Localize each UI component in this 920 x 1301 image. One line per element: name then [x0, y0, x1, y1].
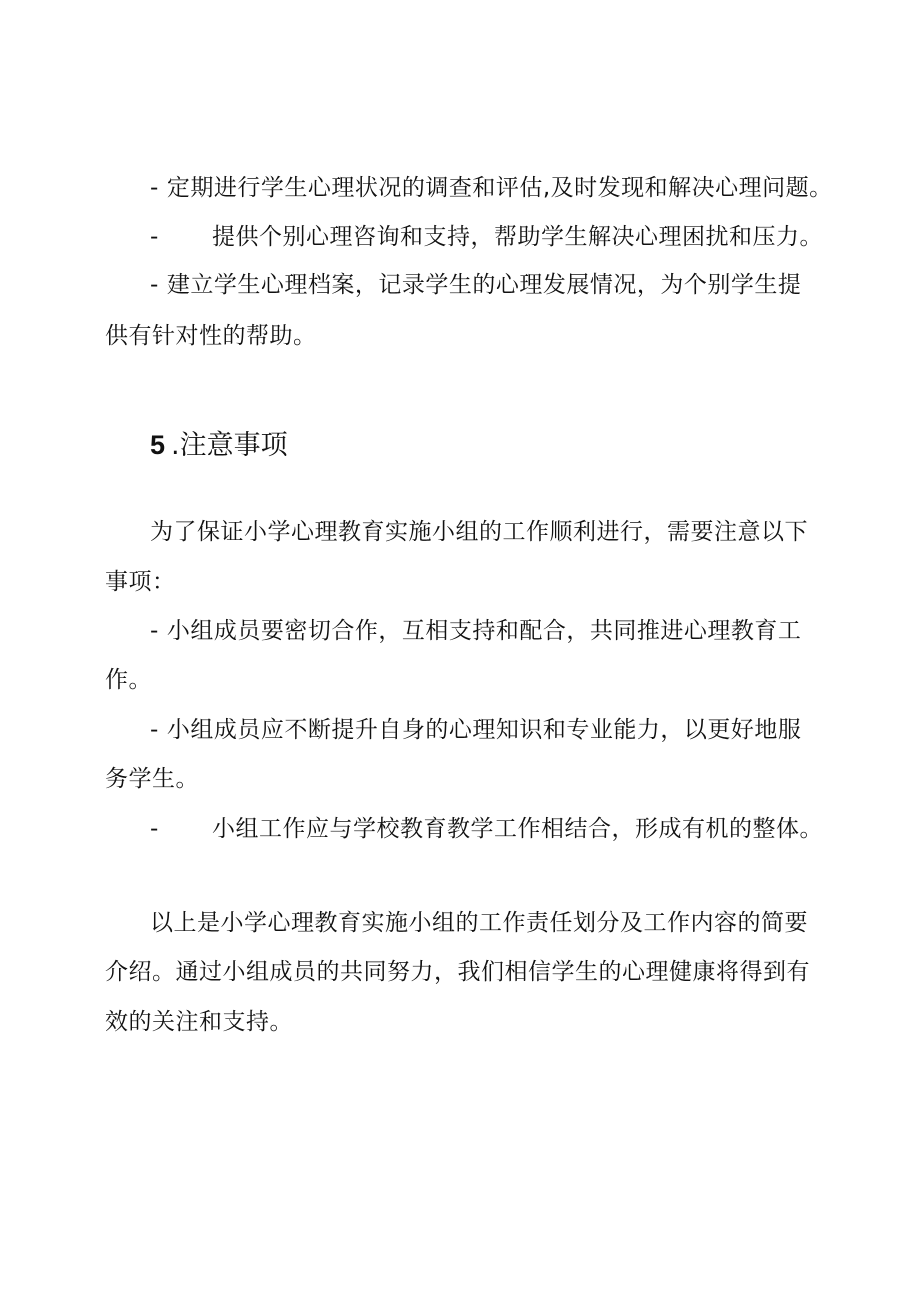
list-item-text: 小组成员应不断提升自身的心理知识和专业能力，以更好地服	[166, 717, 802, 743]
section-title: .注意事项	[171, 430, 288, 461]
paragraph-line: 效的关注和支持。	[105, 1009, 293, 1035]
section-number: 5	[150, 430, 166, 460]
list-item-text: 定期进行学生心理状况的调查和评估,及时发现和解决心理问题。	[166, 175, 833, 201]
list-item-text: 小组成员要密切合作，互相支持和配合，共同推进心理教育工	[166, 618, 802, 644]
paragraph-line: 以上是小学心理教育实施小组的工作责任划分及工作内容的简要	[150, 910, 808, 936]
bullet-dash: -	[150, 618, 159, 644]
bullet-dash: -	[150, 816, 159, 842]
bullet-dash: -	[150, 224, 159, 250]
paragraph-line: 为了保证小学心理教育实施小组的工作顺利进行，需要注意以下	[150, 519, 808, 545]
list-item	[150, 615, 801, 647]
paragraph-line: 介绍。通过小组成员的共同努力，我们相信学生的心理健康将得到有	[105, 959, 810, 985]
list-item	[150, 714, 801, 746]
bullet-dash: -	[150, 175, 159, 201]
paragraph-line: 事项：	[105, 569, 176, 595]
list-item-text: 建立学生心理档案，记录学生的心理发展情况，为个别学生提	[166, 272, 802, 298]
list-item-continuation: 供有针对性的帮助。	[105, 323, 317, 349]
list-item-continuation: 务学生。	[105, 766, 199, 792]
list-item-continuation: 作。	[105, 667, 152, 693]
list-item	[150, 221, 823, 253]
bullet-dash: -	[150, 717, 159, 743]
list-item	[150, 172, 833, 204]
list-item	[150, 813, 823, 845]
list-item	[150, 269, 801, 301]
section-heading	[150, 425, 288, 466]
list-item-text: 提供个别心理咨询和支持，帮助学生解决心理困扰和压力。	[212, 224, 823, 250]
list-item-text: 小组工作应与学校教育教学工作相结合，形成有机的整体。	[212, 816, 823, 842]
bullet-dash: -	[150, 272, 159, 298]
